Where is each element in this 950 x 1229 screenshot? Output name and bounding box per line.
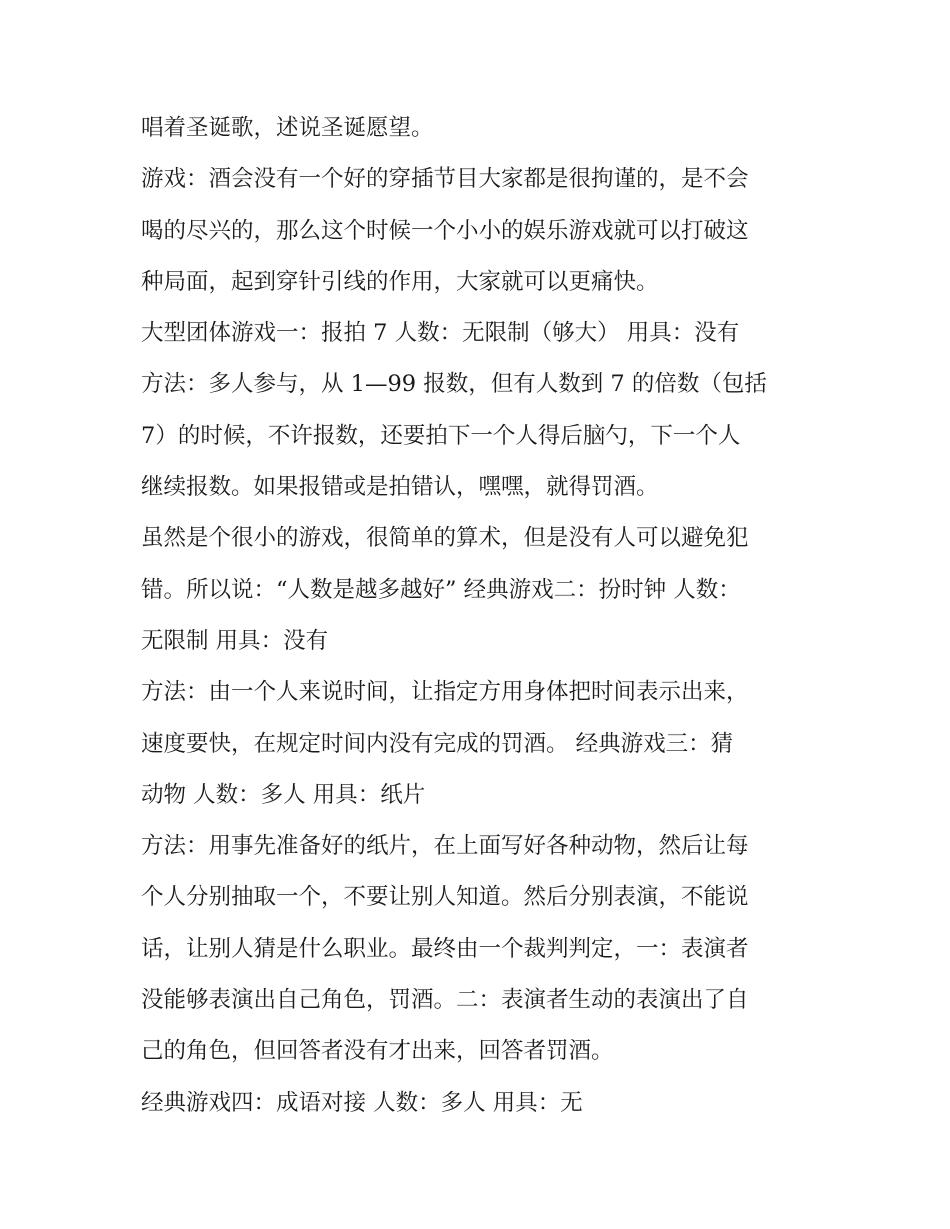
text-line: 经典游戏四：成语对接 人数：多人 用具：无: [141, 1089, 583, 1116]
text-line: 方法：用事先准备好的纸片，在上面写好各种动物，然后让每: [141, 833, 749, 860]
text-line: 速度要快，在规定时间内没有完成的罚酒。 经典游戏三：猜: [141, 730, 734, 757]
text-line: 话，让别人猜是什么职业。最终由一个裁判判定，一：表演者: [141, 935, 749, 962]
text-line: 大型团体游戏一：报拍 7 人数：无限制（够大） 用具：没有: [141, 320, 740, 347]
text-line: 种局面，起到穿针引线的作用，大家就可以更痛快。: [141, 268, 659, 295]
text-line: 动物 人数：多人 用具：纸片: [141, 781, 426, 808]
text-line: 7）的时候，不许报数，还要拍下一个人得后脑勺，下一个人: [141, 422, 741, 449]
text-line: 方法：由一个人来说时间，让指定方用身体把时间表示出来，: [141, 679, 749, 706]
text-line: 方法：多人参与，从 1—99 报数，但有人数到 7 的倍数（包括: [141, 371, 767, 398]
text-line: 唱着圣诞歌，述说圣诞愿望。: [141, 115, 434, 141]
text-line: 错。所以说：“人数是越多越好” 经典游戏二：扮时钟 人数：: [141, 576, 741, 603]
text-line: 己的角色，但回答者没有才出来，回答者罚酒。: [141, 1038, 614, 1065]
text-line: 无限制 用具：没有: [141, 627, 329, 654]
text-line: 继续报数。如果报错或是拍错认，嘿嘿，就得罚酒。: [141, 474, 659, 501]
text-line: 虽然是个很小的游戏，很简单的算术，但是没有人可以避免犯: [141, 525, 749, 552]
document-body: [141, 103, 821, 1129]
text-line: 没能够表演出自己角色，罚酒。二：表演者生动的表演出了自: [141, 987, 749, 1014]
text-line: 喝的尽兴的，那么这个时候一个小小的娱乐游戏就可以打破这: [141, 217, 749, 244]
text-line: 游戏：酒会没有一个好的穿插节目大家都是很拘谨的，是不会: [141, 166, 749, 193]
text-line: 个人分别抽取一个，不要让别人知道。然后分别表演，不能说: [141, 884, 749, 911]
